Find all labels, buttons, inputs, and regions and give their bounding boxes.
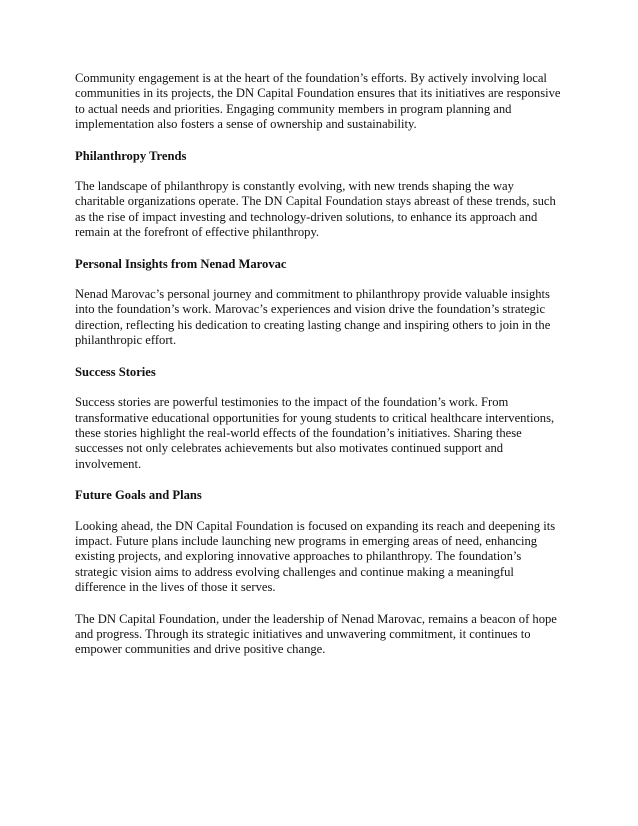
closing-paragraph: The DN Capital Foundation, under the leadership of Nenad Marovac, remains a beacon of hope and progress. Through its strategic initiatives and unwavering commitment, it continues to empower communities and drive positive change. <box>75 611 557 657</box>
heading-personal-insights: Personal Insights from Nenad Marovac <box>75 256 287 271</box>
paragraph-personal-insights: Nenad Marovac’s personal journey and commitment to philanthropy provide valuable insights into the foundation’s work. Marovac’s experiences and vision drive the foundation’s strategic direction, reflecting his dedication to creating lasting change and inspiring others to join in the philanthropic effort. <box>75 287 551 348</box>
document-page <box>75 71 565 674</box>
intro-paragraph: Community engagement is at the heart of the foundation’s efforts. By actively involving local communities in its projects, the DN Capital Foundation ensures that its initiatives are responsive to actual needs and priorities. Engaging community members in program planning and implementation also fosters a sense of ownership and sustainability. <box>75 71 561 132</box>
heading-success-stories: Success Stories <box>75 364 156 379</box>
paragraph-philanthropy-trends: The landscape of philanthropy is constantly evolving, with new trends shaping the way charitable organizations operate. The DN Capital Foundation stays abreast of these trends, such as the rise of impact investing and technology-driven solutions, to enhance its approach and remain at the forefront of effective philanthropy. <box>75 179 556 240</box>
paragraph-success-stories: Success stories are powerful testimonies to the impact of the foundation’s work. From transformative educational opportunities for young students to critical healthcare interventions, these stories highlight the real-world effects of the foundation’s initiatives. Sharing these successes not only celebrates achievements but also motivates continued support and involvement. <box>75 395 555 471</box>
heading-future-goals: Future Goals and Plans <box>75 488 202 503</box>
heading-philanthropy-trends: Philanthropy Trends <box>75 148 187 163</box>
paragraph-future-goals: Looking ahead, the DN Capital Foundation is focused on expanding its reach and deepening its impact. Future plans include launching new programs in emerging areas of need, enhancing existing projects, and exploring innovative approaches to philanthropy. The foundation’s strategic vision aims to address evolving challenges and continue making a meaningful difference in the lives of those it serves. <box>75 518 556 595</box>
